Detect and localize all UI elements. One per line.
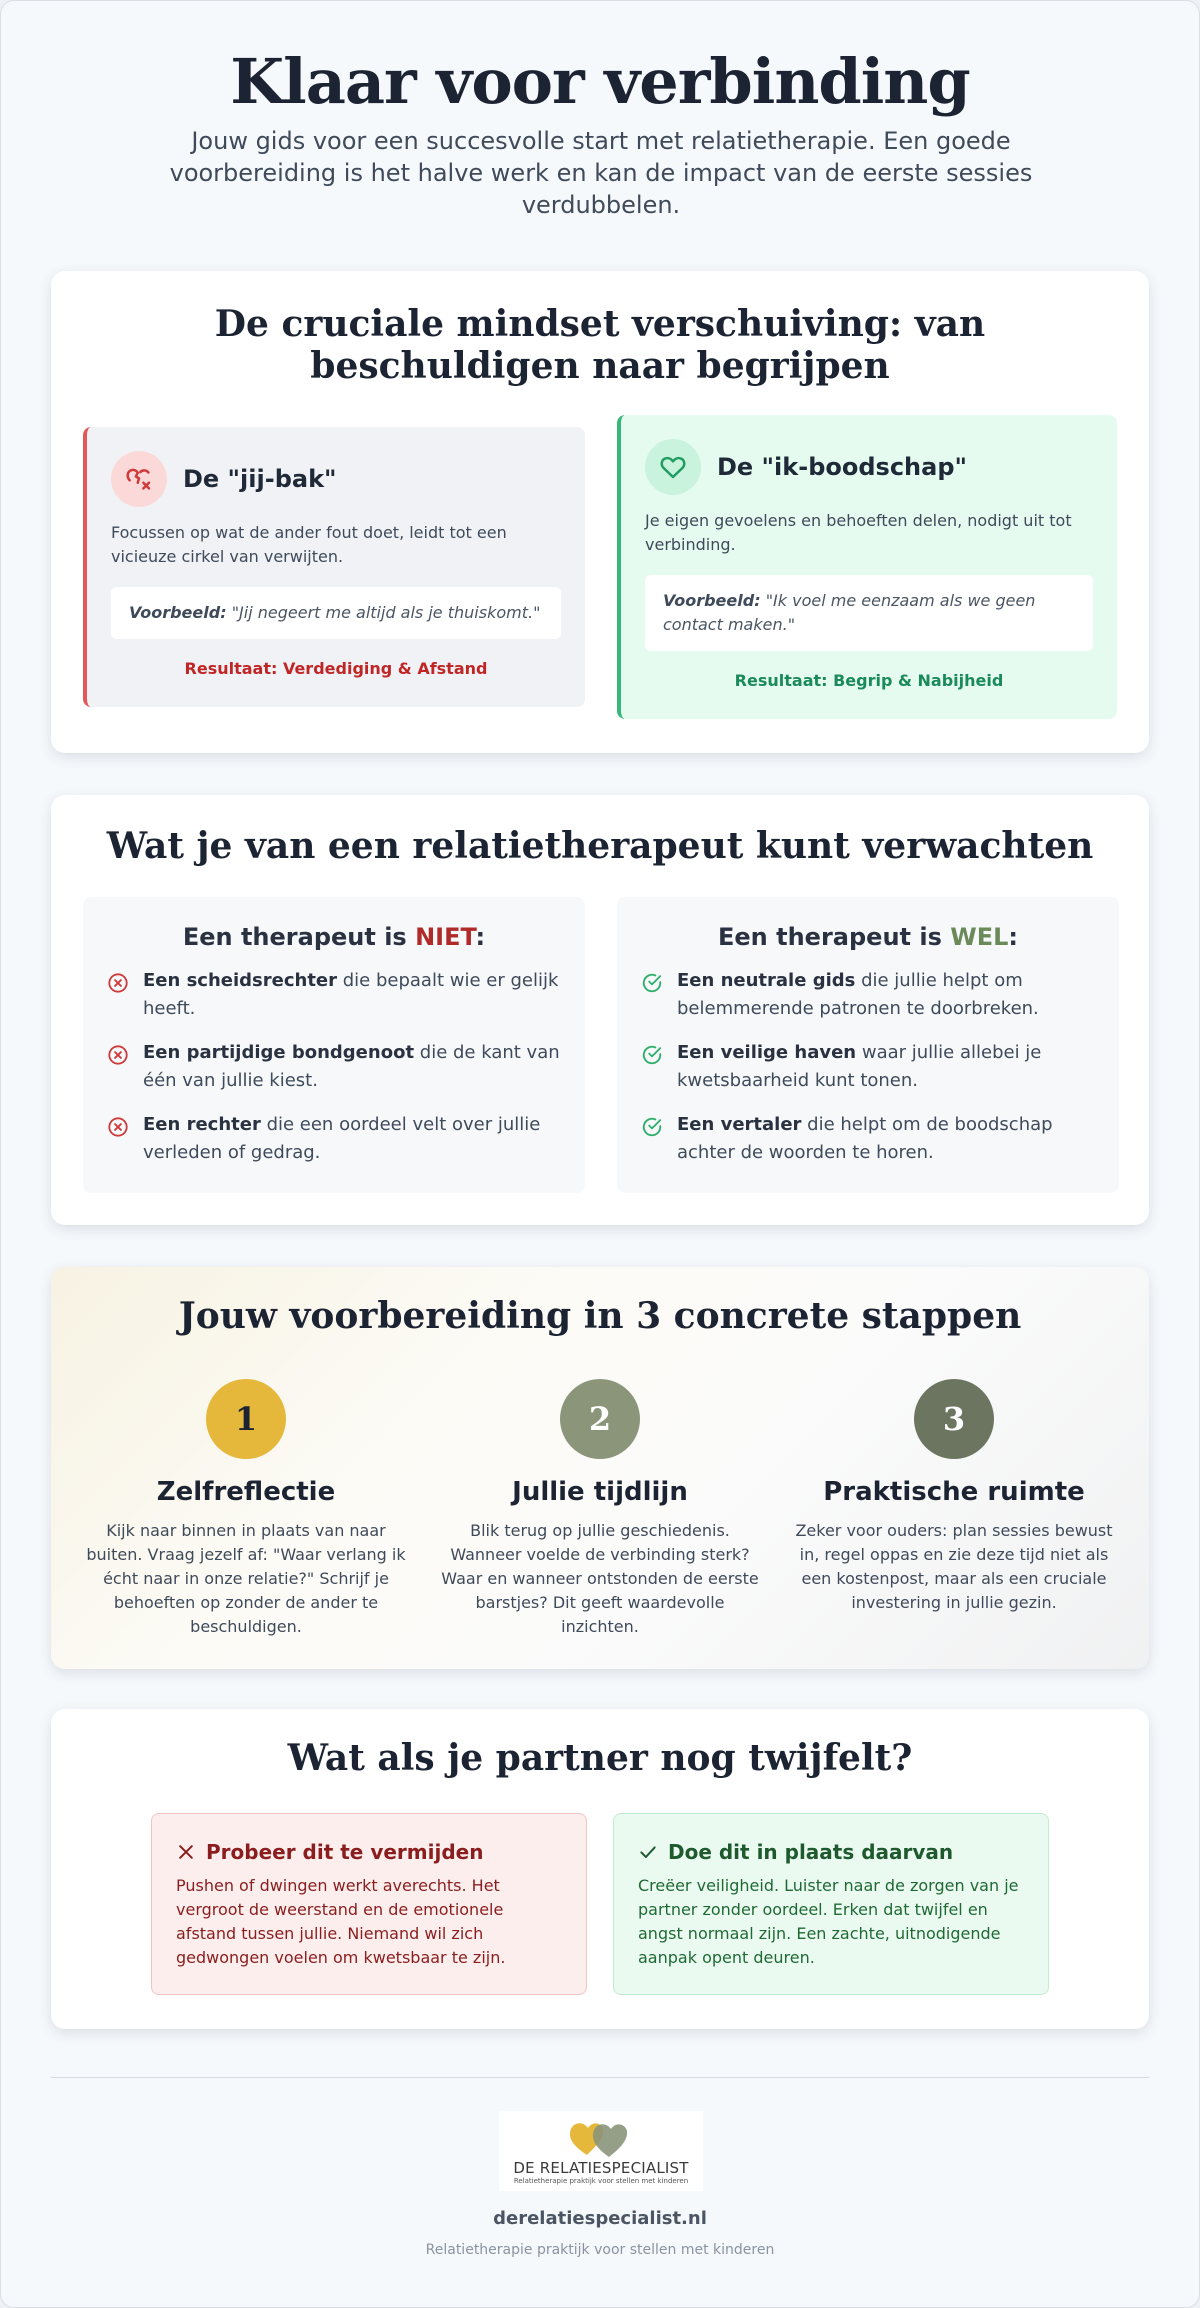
jij-bak-result: Resultaat: Verdediging & Afstand — [184, 659, 488, 678]
broken-heart-icon — [111, 451, 167, 507]
item-bold: Een rechter — [143, 1114, 261, 1135]
list-item — [107, 1039, 567, 1095]
x-circle-icon — [107, 972, 129, 994]
logo-hearts-icon — [565, 2115, 637, 2159]
step-number-badge: 2 — [560, 1379, 640, 1459]
item-bold: Een partijdige bondgenoot — [143, 1042, 415, 1063]
item-text: die bepaalt wie er gelijk heeft. — [143, 970, 559, 1019]
therapist-is-panel — [617, 897, 1119, 1193]
jij-bak-title: De "jij-bak" — [183, 465, 337, 493]
item-bold: Een veilige haven — [677, 1042, 857, 1063]
do-heading — [638, 1840, 953, 1864]
partner-doubt-title: Wat als je partner nog twijfelt? — [287, 1737, 913, 1779]
jij-bak-description: Focussen op wat de ander fout doet, leidt tot een vicieuze cirkel van verwijten. — [111, 523, 507, 566]
example-label: Voorbeeld: — [129, 603, 227, 622]
x-circle-icon — [107, 1116, 129, 1138]
step-title: Zelfreflectie — [156, 1477, 336, 1507]
list-item — [107, 967, 567, 1023]
step-description: Zeker voor ouders: plan sessies bewust in, regel oppas en zie deze tijd niet als een kostenpost, maar als een cruciale investering in jullie gezin. — [795, 1521, 1113, 1612]
ik-boodschap-example — [645, 575, 1093, 651]
footer-tagline: Relatietherapie praktijk voor stellen met kinderen — [425, 2242, 775, 2258]
heading-key: WEL — [950, 923, 1009, 951]
step-description: Kijk naar binnen in plaats van naar buiten. Vraag jezelf af: "Waar verlang ik écht naar in onze relatie?" Schrijf je behoeften op zonder de ander te beschuldigen. — [86, 1521, 406, 1636]
logo — [499, 2111, 703, 2191]
list-item — [641, 967, 1101, 1023]
item-text: die jullie helpt om belemmerende patronen te doorbreken. — [677, 970, 1039, 1019]
therapist-not-heading — [83, 923, 585, 951]
expectations-card — [51, 795, 1149, 1225]
item-text: die een oordeel velt over jullie verleden of gedrag. — [143, 1114, 541, 1163]
avoid-box — [151, 1813, 587, 1995]
item-text: die de kant van één van jullie kiest. — [143, 1042, 560, 1091]
page-title: Klaar voor verbinding — [230, 45, 970, 118]
example-label: Voorbeeld: — [663, 591, 761, 610]
logo-tagline: Relatietherapie praktijk voor stellen met kinderen — [513, 2177, 689, 2185]
logo-text: DE RELATIESPECIALIST — [513, 2159, 689, 2177]
item-text: die helpt om de boodschap achter de woorden te horen. — [677, 1114, 1053, 1163]
mindset-card — [51, 271, 1149, 753]
ik-boodschap-description: Je eigen gevoelens en behoeften delen, nodigt uit tot verbinding. — [645, 511, 1072, 554]
jij-bak-panel — [83, 427, 585, 707]
footer-url[interactable]: derelatiespecialist.nl — [493, 2208, 707, 2229]
expectations-title: Wat je van een relatietherapeut kunt verwachten — [106, 825, 1094, 867]
do-text: Creëer veiligheid. Luister naar de zorgen van je partner zonder oordeel. Erken dat twijfel en angst normaal zijn. Een zachte, uitnodigende aanpak opent deuren. — [638, 1876, 1019, 1967]
item-bold: Een vertaler — [677, 1114, 802, 1135]
step-1 — [81, 1379, 411, 1639]
ik-boodschap-title: De "ik-boodschap" — [717, 453, 968, 481]
step-number-badge: 1 — [206, 1379, 286, 1459]
steps-title: Jouw voorbereiding in 3 concrete stappen — [178, 1295, 1022, 1337]
footer-divider — [51, 2077, 1149, 2078]
avoid-text: Pushen of dwingen werkt averechts. Het vergroot de weerstand en de emotionele afstand tussen jullie. Niemand wil zich gedwongen voelen om kwetsbaar te zijn. — [176, 1876, 506, 1967]
partner-doubt-card — [51, 1709, 1149, 2029]
heading-suffix: : — [1008, 923, 1018, 951]
heart-icon — [645, 439, 701, 495]
do-title: Doe dit in plaats daarvan — [668, 1840, 954, 1864]
item-bold: Een scheidsrechter — [143, 970, 338, 991]
do-box — [613, 1813, 1049, 1995]
check-circle-icon — [641, 1116, 663, 1138]
step-3 — [789, 1379, 1119, 1615]
heading-prefix: Een therapeut is — [182, 923, 416, 951]
step-title: Praktische ruimte — [823, 1477, 1085, 1507]
check-circle-icon — [641, 1044, 663, 1066]
step-title: Jullie tijdlijn — [512, 1477, 688, 1507]
jij-bak-example — [111, 587, 561, 639]
avoid-heading — [176, 1840, 483, 1864]
step-description: Blik terug op jullie geschiedenis. Wanneer voelde de verbinding sterk? Waar en wanneer ontstonden de eerste barstjes? Dit geeft waardevolle inzichten. — [441, 1521, 759, 1636]
heading-suffix: : — [475, 923, 486, 951]
item-text: waar jullie allebei je kwetsbaarheid kunt tonen. — [677, 1042, 1042, 1091]
mindset-title: De cruciale mindset verschuiving: van beschuldigen naar begrijpen — [214, 303, 986, 387]
example-text: "Ik voel me eenzaam als we geen contact maken." — [663, 591, 1036, 634]
list-item — [641, 1111, 1101, 1167]
page-subtitle: Jouw gids voor een succesvolle start met relatietherapie. Een goede voorbereiding is het halve werk en kan de impact van de eerste sessies verdubbelen. — [169, 127, 1033, 219]
item-bold: Een neutrale gids — [677, 970, 856, 991]
step-2 — [435, 1379, 765, 1639]
therapist-not-panel — [83, 897, 585, 1193]
list-item — [107, 1111, 567, 1167]
list-item — [641, 1039, 1101, 1095]
example-text: "Jij negeert me altijd als je thuiskomt." — [231, 603, 541, 622]
therapist-is-list — [641, 967, 1101, 1183]
avoid-title: Probeer dit te vermijden — [206, 1840, 484, 1864]
close-icon — [176, 1842, 196, 1862]
step-number-badge: 3 — [914, 1379, 994, 1459]
heading-prefix: Een therapeut is — [718, 923, 951, 951]
x-circle-icon — [107, 1044, 129, 1066]
ik-boodschap-panel — [617, 415, 1117, 719]
check-circle-icon — [641, 972, 663, 994]
check-icon — [638, 1842, 658, 1862]
ik-boodschap-result: Resultaat: Begrip & Nabijheid — [734, 671, 1004, 690]
heading-key: NIET — [415, 923, 476, 951]
therapist-not-list — [107, 967, 567, 1183]
therapist-is-heading — [617, 923, 1119, 951]
steps-card — [51, 1267, 1149, 1669]
